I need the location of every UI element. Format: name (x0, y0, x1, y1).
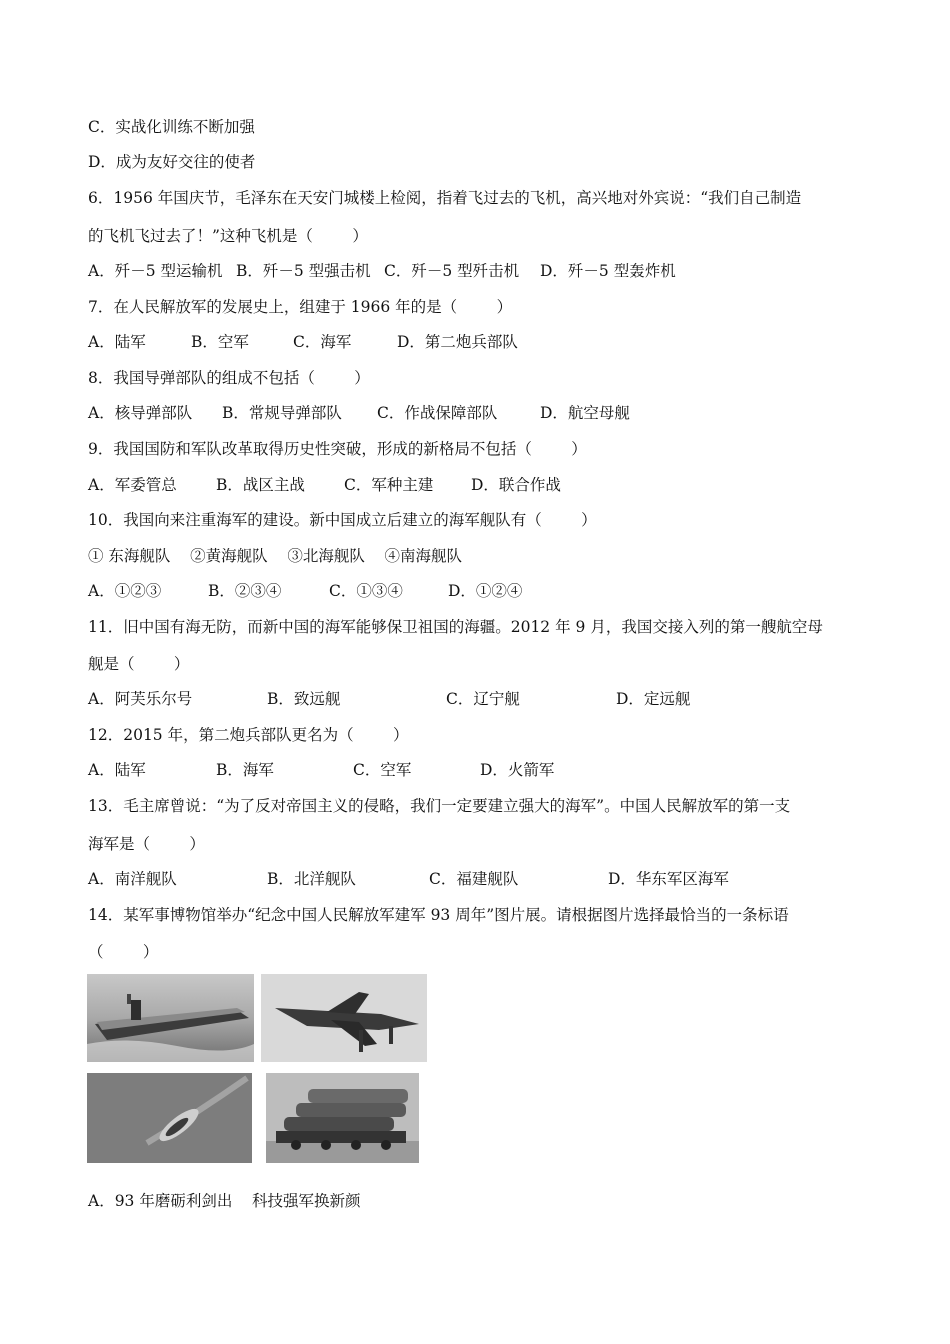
question-11-line1: 11．旧中国有海无防，而新中国的海军能够保卫祖国的海疆。2012 年 9 月，我国交接入列的第一艘航空母 (88, 618, 823, 636)
q6-option-b: B．歼－5 型强击机 (236, 262, 371, 280)
question-13-line1: 13．毛主席曾说：“为了反对帝国主义的侵略，我们一定要建立强大的海军”。中国人民解放军的第一支 (88, 797, 791, 815)
q9-option-b: B．战区主战 (216, 476, 305, 494)
q8-option-b: B．常规导弹部队 (222, 404, 342, 422)
q7-option-a: A．陆军 (88, 333, 146, 351)
missile-launcher-photo (266, 1073, 419, 1163)
q13-option-d: D．华东军区海军 (608, 870, 729, 888)
q11-option-d: D．定远舰 (616, 690, 691, 708)
question-6-line2: 的飞机飞过去了！”这种飞机是（ ） (88, 227, 368, 245)
q12-option-c: C．空军 (353, 761, 412, 779)
q6-option-c: C．歼－5 型歼击机 (384, 262, 520, 280)
q9-option-c: C．军种主建 (344, 476, 434, 494)
option-d-prev: D．成为友好交往的使者 (88, 153, 256, 171)
question-6-line1: 6．1956 年国庆节，毛泽东在天安门城楼上检阅，指着飞过去的飞机，高兴地对外宾说：“我们自己制造 (88, 189, 802, 207)
question-13-line2: 海军是（ ） (88, 835, 205, 853)
q9-option-a: A．军委管总 (88, 476, 177, 494)
q14-option-a: A．93 年磨砺利剑出 科技强军换新颜 (88, 1192, 361, 1210)
q8-option-c: C．作战保障部队 (377, 404, 498, 422)
question-8: 8．我国导弹部队的组成不包括（ ） (88, 369, 370, 387)
q7-option-b: B．空军 (191, 333, 249, 351)
q8-option-d: D．航空母舰 (540, 404, 630, 422)
q10-option-b: B．②③④ (208, 582, 282, 600)
q11-option-b: B．致远舰 (267, 690, 341, 708)
q11-option-a: A．阿芙乐尔号 (88, 690, 193, 708)
question-12: 12．2015 年，第二炮兵部队更名为（ ） (88, 726, 409, 744)
q7-option-d: D．第二炮兵部队 (397, 333, 518, 351)
question-9: 9．我国国防和军队改革取得历史性突破，形成的新格局不包括（ ） (88, 440, 587, 458)
question-10: 10．我国向来注重海军的建设。新中国成立后建立的海军舰队有（ ） (88, 511, 597, 529)
fighter-jet-photo (261, 974, 427, 1062)
q12-option-d: D．火箭军 (480, 761, 555, 779)
q12-option-b: B．海军 (216, 761, 274, 779)
q10-option-c: C．①③④ (329, 582, 403, 600)
q11-option-c: C．辽宁舰 (446, 690, 520, 708)
aircraft-carrier-photo (87, 974, 254, 1062)
q9-option-d: D．联合作战 (471, 476, 561, 494)
q6-option-d: D．歼－5 型轰炸机 (540, 262, 676, 280)
option-c-prev: C．实战化训练不断加强 (88, 118, 255, 136)
q6-option-a: A．歼－5 型运输机 (88, 262, 223, 280)
submarine-photo (87, 1073, 252, 1163)
q13-option-a: A．南洋舰队 (88, 870, 177, 888)
question-7: 7．在人民解放军的发展史上，组建于 1966 年的是（ ） (88, 298, 513, 316)
question-14-line2: （ ） (88, 943, 159, 961)
q10-option-a: A．①②③ (88, 582, 162, 600)
q12-option-a: A．陆军 (88, 761, 146, 779)
q13-option-c: C．福建舰队 (429, 870, 519, 888)
q8-option-a: A．核导弹部队 (88, 404, 193, 422)
q13-option-b: B．北洋舰队 (267, 870, 356, 888)
q7-option-c: C．海军 (293, 333, 352, 351)
question-14-line1: 14．某军事博物馆举办“纪念中国人民解放军建军 93 周年”图片展。请根据图片选择最恰当的一条标语 (88, 906, 789, 924)
question-11-line2: 舰是（ ） (88, 655, 190, 673)
question-10-items: ① 东海舰队 ②黄海舰队 ③北海舰队 ④南海舰队 (88, 547, 463, 565)
q10-option-d: D．①②④ (448, 582, 523, 600)
